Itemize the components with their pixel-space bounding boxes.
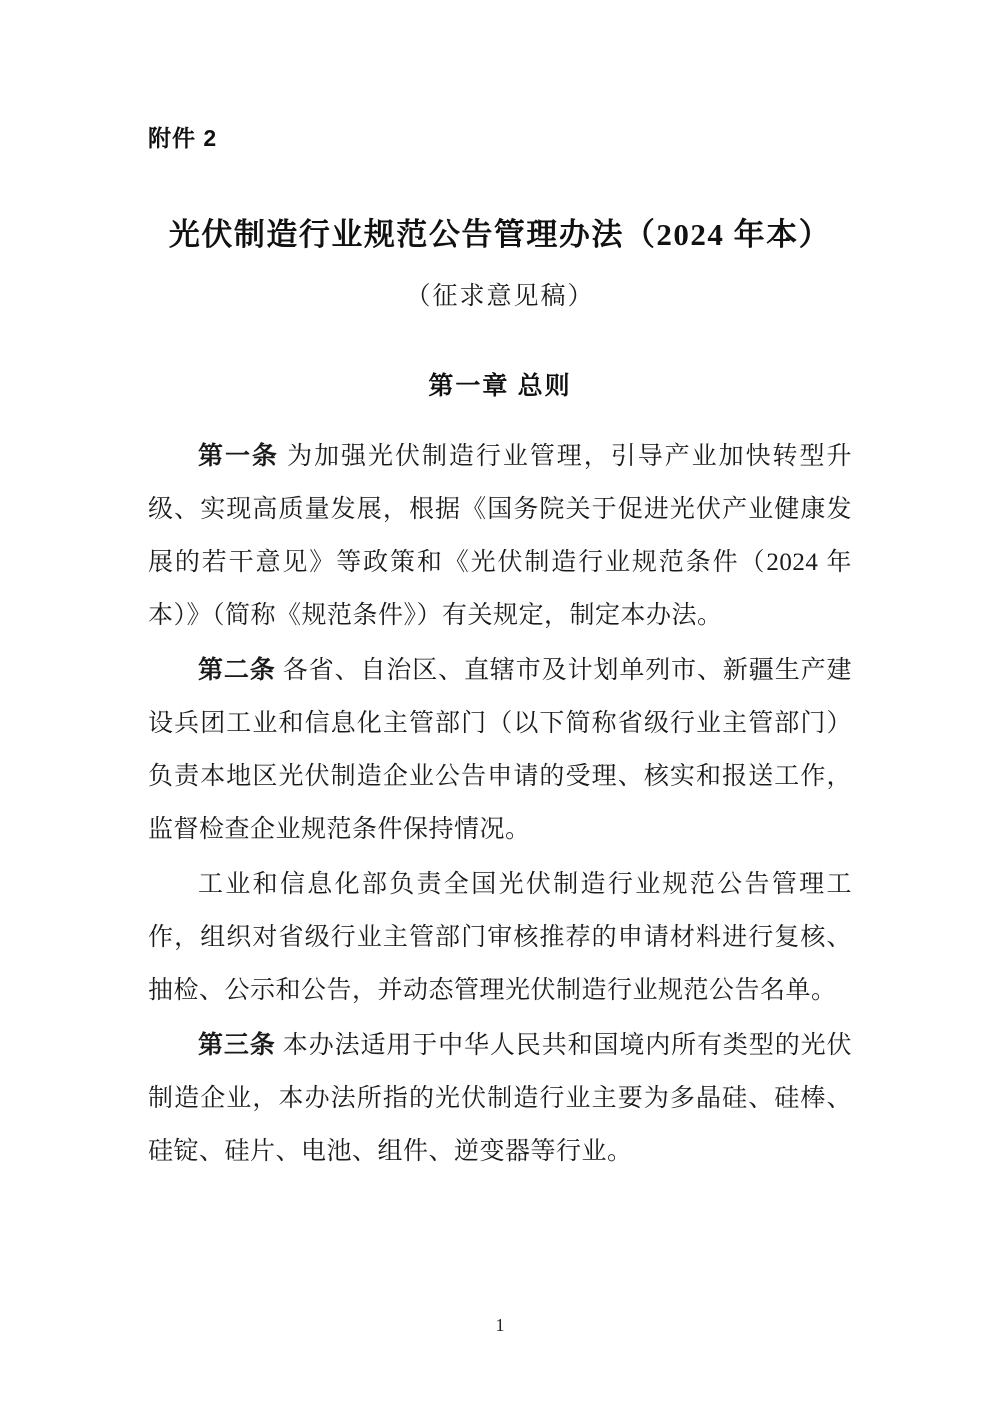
page-number: 1: [495, 1315, 505, 1335]
page-title: 光伏制造行业规范公告管理办法（2024 年本）: [168, 217, 832, 252]
article-number: 第一条: [198, 443, 279, 470]
paragraph: [148, 644, 852, 856]
article-text: 工业和信息化部负责全国光伏制造行业规范公告管理工作，组织对省级行业主管部门审核推荐的申请材料进行复核、抽检、公示和公告，并动态管理光伏制造行业规范公告名单。: [148, 871, 852, 1004]
paragraph: [148, 858, 852, 1017]
article-number: 第二条: [198, 657, 276, 684]
attachment-label: 附件 2: [148, 125, 218, 151]
paragraph: [148, 430, 852, 642]
article-text: 为加强光伏制造行业管理，引导产业加快转型升级、实现高质量发展，根据《国务院关于促进光伏产业健康发展的若干意见》等政策和《光伏制造行业规范条件（2024 年本）》（简称《规范条件》）有关规定，制定本办法。: [148, 443, 852, 629]
chapter-heading: 第一章 总则: [428, 373, 572, 400]
document-subtitle: （征求意见稿）: [405, 283, 595, 310]
paragraph: [148, 1019, 852, 1178]
article-number: 第三条: [198, 1032, 276, 1059]
article-text: 各省、自治区、直辖市及计划单列市、新疆生产建设兵团工业和信息化主管部门（以下简称省级行业主管部门）负责本地区光伏制造企业公告申请的受理、核实和报送工作，监督检查企业规范条件保持情况。: [148, 657, 852, 843]
article-text: 本办法适用于中华人民共和国境内所有类型的光伏制造企业，本办法所指的光伏制造行业主要为多晶硅、硅棒、硅锭、硅片、电池、组件、逆变器等行业。: [148, 1032, 852, 1165]
